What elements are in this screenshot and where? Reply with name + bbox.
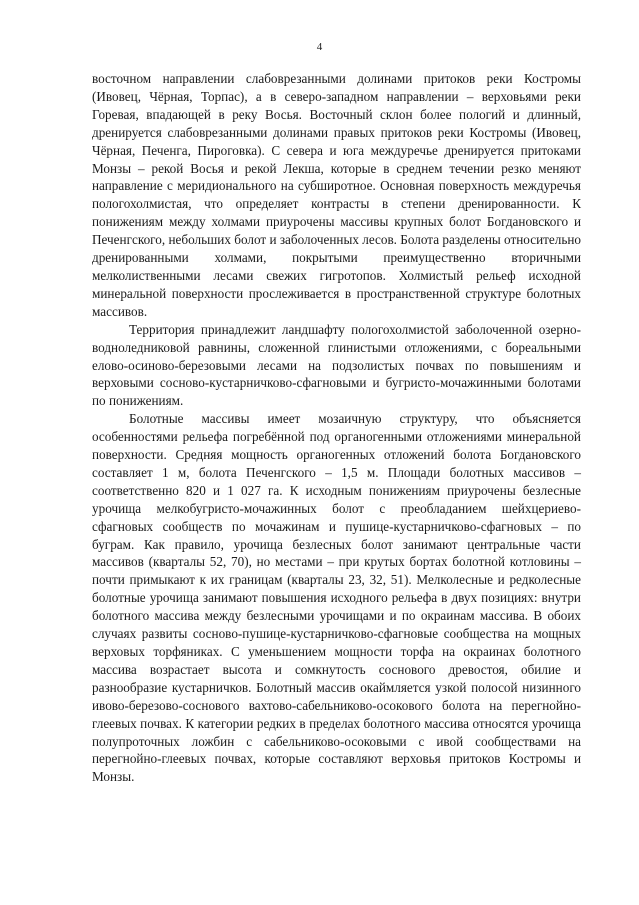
paragraph-landscape: Территория принадлежит ландшафту пологохолмистой заболоченной озерно-водноледниковой равнины, сложенной глинистыми отложениями, с бореальными елово-осиново-березовыми лесами на подзолистых почвах по повышениям и верховыми сосново-кустарничково-сфагновыми и бугристо-мочажинными болотами по понижениям.	[92, 321, 581, 409]
document-body	[92, 70, 581, 786]
paragraph-continuation: восточном направлении слабоврезанными долинами притоков реки Костромы (Ивовец, Чёрная, Торпас), а в северо-западном направлении – верховьями реки Горевая, впадающей в реку Восья. Восточный склон более пологий и длинный, дренируется слабоврезанными долинами правых притоков реки Костромы (Ивовец, Чёрная, Печенга, Пироговка). С севера и юга междуречье дренируется притоками Монзы – рекой Восья и рекой Лекша, которые в среднем течении резко меняют направление с меридионального на субширотное. Основная поверхность междуречья пологохолмистая, что определяет контрасты в степени дренированности. К понижениям между холмами приурочены массивы крупных болот Богдановского и Печенгского, небольших болот и заболоченных лесов. Болота разделены относительно дренированными холмами, покрытыми преимущественно вторичными мелколиственными лесами свежих гигротопов. Холмистый рельеф исходной минеральной поверхности прослеживается в пространственной структуре болотных массивов.	[92, 71, 581, 319]
page-number: 4	[316, 41, 323, 53]
paragraph-bog-structure: Болотные массивы имеет мозаичную структуру, что объясняется особенностями рельефа погребённой под органогенными отложениями минеральной поверхности. Средняя мощность органогенных отложений болота Богдановского составляет 1 м, болота Печенгского – 1,5 м. Площади болотных массивов – соответственно 820 и 1 027 га. К исходным понижениям приурочены безлесные урочища мелкобугристо-мочажинных болот с преобладанием шейхцериево-сфагновых сообществ по мочажинам и пушице-кустарничково-сфагновых – по буграм. Как правило, урочища безлесных болот занимают центральные части массивов (кварталы 52, 70), но местами – при крутых бортах болотной котловины – почти примыкают к их границам (кварталы 23, 32, 51). Мелколесные и редколесные болотные урочища занимают повышения исходного рельефа в двух позициях: внутри болотного массива между безлесными урочищами и по окраинам массива. В обоих случаях развиты сосново-пушице-кустарничково-сфагновые сообщества на мощных верховых торфяниках. С уменьшением мощности торфа на окраинах болотного массива возрастает высота и сомкнутость соснового древостоя, обилие и разнообразие кустарничков. Болотный массив окаймляется узкой полосой низинного ивово-березово-соснового вахтово-сабельниково-осокового болота на перегнойно-глеевых почвах. К категории редких в пределах болотного массива относятся урочища полупроточных ложбин с сабельниково-осоковыми с ивой сообществами на перегнойно-глеевых почвах, которые составляют верховья притоков Костромы и Монзы.	[92, 411, 581, 785]
